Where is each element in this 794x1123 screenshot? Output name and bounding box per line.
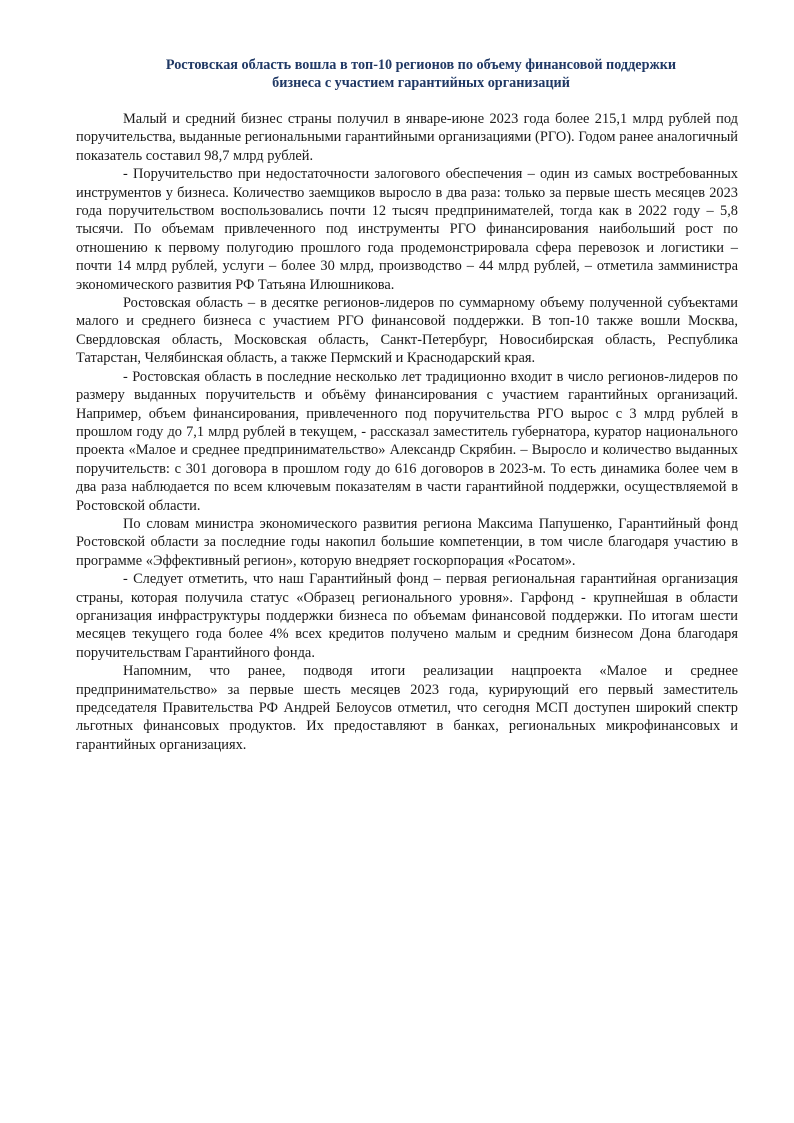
paragraph-3: Ростовская область – в десятке регионов-лидеров по суммарному объему полученной субъектами малого и среднего бизнеса с участием РГО финансовой поддержки. В топ-10 также вошли Москва, Свердловская область, Московская область, Санкт-Петербург, Новосибирская область, Республика Татарстан, Челябинская область, а также Пермский и Краснодарский края. [76,295,738,367]
paragraph-2: - Поручительство при недостаточности залогового обеспечения – один из самых востребованных инструментов у бизнеса. Количество заемщиков выросло в два раза: только за первые шесть месяцев 2023 года поручительством воспользовались почти 12 тысяч предпринимателей, тогда как в 2022 году – 5,8 тысячи. По объемам привлеченного под инструменты РГО финансирования наибольший рост по отношению к первому полугодию прошлого года продемонстрировала сфера перевозок и логистики – почти 14 млрд рублей, услуги – более 30 млрд, производство – 44 млрд рублей, – отметила замминистра экономического развития РФ Татьяна Илюшникова. [76,166,738,293]
document-body [76,110,738,754]
title-line-2: бизнеса с участием гарантийных организаций [272,75,570,91]
paragraph-5: По словам министра экономического развития региона Максима Папушенко, Гарантийный фонд Ростовской области за последние годы накопил большие компетенции, в том числе благодаря участию в программе «Эффективный регион», которую внедряет госкорпорация «Росатом». [76,515,738,569]
paragraph-7: Напомним, что ранее, подводя итоги реализации нацпроекта «Малое и среднее предпринимательство» за первые шесть месяцев 2023 года, курирующий его первый заместитель председателя Правительства РФ Андрей Белоусов отметил, что сегодня МСП доступен широкий спектр льготных финансовых продуктов. Их предоставляют в банках, региональных микрофинансовых и гарантийных организациях. [76,663,738,753]
document-title [76,56,738,92]
paragraph-6: - Следует отметить, что наш Гарантийный фонд – первая региональная гарантийная организация страны, которая получила статус «Образец регионального уровня». Гарфонд - крупнейшая в области организация инфраструктуры поддержки бизнеса по объемам финансовой поддержки. По итогам шести месяцев текущего года более 4% всех кредитов получено малым и средним бизнесом Дона благодаря поручительствам Гарантийного фонда. [76,571,738,661]
paragraph-1: Малый и средний бизнес страны получил в январе-июне 2023 года более 215,1 млрд рублей под поручительства, выданные региональными гарантийными организациями (РГО). Годом ранее аналогичный показатель составил 98,7 млрд рублей. [76,111,738,164]
paragraph-4: - Ростовская область в последние несколько лет традиционно входит в число регионов-лидеров по размеру выданных поручительств и объёму финансирования с участием гарантийных организаций. Например, объем финансирования, привлеченного под поручительства РГО вырос с 3 млрд рублей в прошлом году до 7,1 млрд рублей в текущем, - рассказал заместитель губернатора, куратор национального проекта «Малое и среднее предпринимательство» Александр Скрябин. – Выросло и количество выданных поручительств: с 301 договора в прошлом году до 616 договоров в 2023-м. То есть динамика более чем в два раза наблюдается по всем ключевым показателям в части гарантийной поддержки, осуществляемой в Ростовской области. [76,368,738,514]
document-page [76,56,738,754]
title-line-1: Ростовская область вошла в топ-10 регионов по объему финансовой поддержки [165,57,677,73]
